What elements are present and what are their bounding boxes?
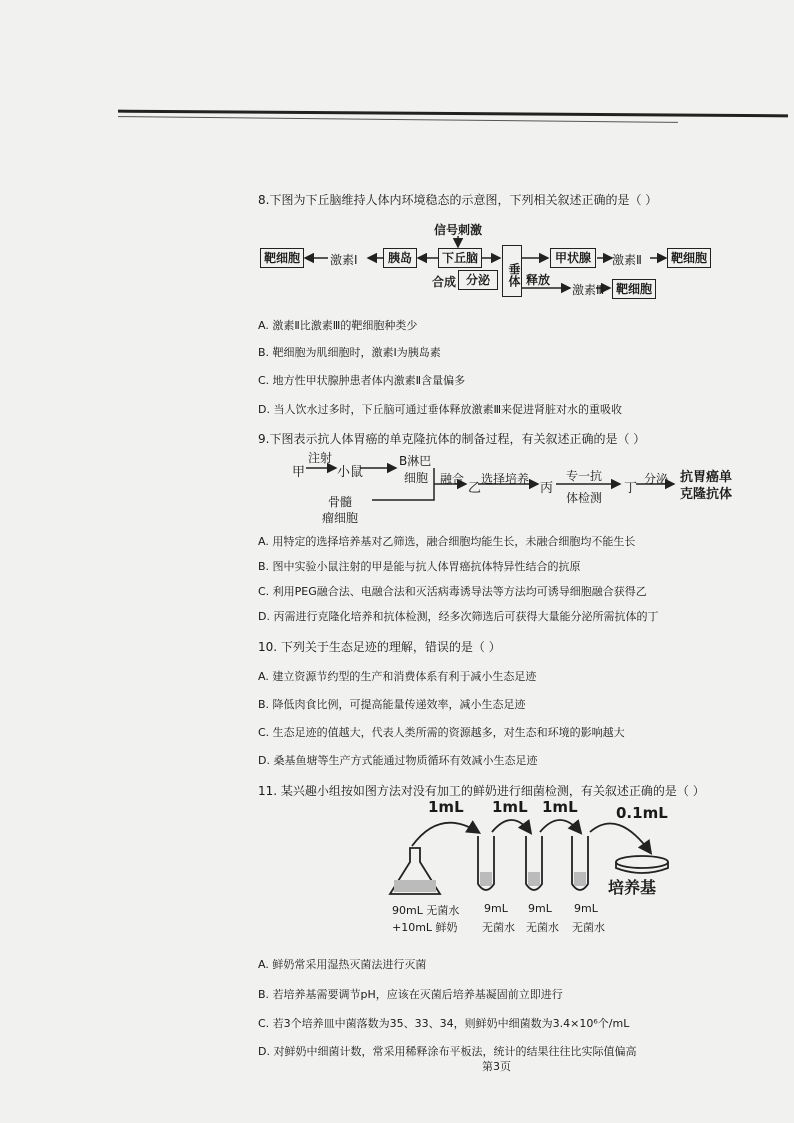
q10-option-c: C. 生态足迹的值越大，代表人类所需的资源越多，对生态和环境的影响越大 — [258, 726, 625, 739]
q8-target-box-2: 靶细胞 — [667, 248, 711, 268]
q11-volume-2: 1mL — [492, 798, 528, 816]
q11-volume-3: 1mL — [542, 798, 578, 816]
q11-tube2-water: 无菌水 — [526, 921, 559, 934]
q9-option-b: B. 图中实验小鼠注射的甲是能与抗人体胃癌抗体特异性结合的抗原 — [258, 560, 581, 573]
q9-bcell-2: 细胞 — [404, 471, 429, 485]
q8-hormone2-label: 激素Ⅱ — [612, 253, 642, 267]
q9-inject-label: 注射 — [308, 451, 333, 465]
q11-tube3-water: 无菌水 — [572, 921, 605, 934]
q11-tube2-volume: 9mL — [528, 902, 552, 915]
q8-target-box-3: 靶细胞 — [612, 279, 656, 299]
q8-option-c: C. 地方性甲状腺肿患者体内激素Ⅱ含量偏多 — [258, 374, 466, 387]
q11-tube1-volume: 9mL — [484, 902, 508, 915]
q9-yi: 乙 — [468, 481, 482, 496]
q11-medium-label: 培养基 — [608, 878, 657, 897]
q8-hormone3-label: 激素Ⅲ — [572, 283, 605, 297]
q10-stem: 10. 下列关于生态足迹的理解，错误的是（ ） — [258, 640, 501, 654]
q8-secretion-box: 分泌 — [458, 270, 498, 290]
q10-option-d: D. 桑基鱼塘等生产方式能通过物质循环有效减小生态足迹 — [258, 754, 538, 767]
q9-secrete-label: 分泌 — [644, 472, 669, 486]
q9-myeloma-2: 瘤细胞 — [322, 511, 359, 525]
q11-option-c: C. 若3个培养皿中菌落数为35、33、34，则鲜奶中细菌数为3.4×10⁶个/mL — [258, 1017, 630, 1030]
q8-thyroid-box: 甲状腺 — [550, 248, 596, 268]
q8-release-label: 释放 — [526, 273, 551, 287]
q11-tube1-water: 无菌水 — [482, 921, 515, 934]
q11-stem: 11. 某兴趣小组按如图方法对没有加工的鲜奶进行细菌检测，有关叙述正确的是（ ） — [258, 784, 705, 798]
q11-volume-1: 1mL — [428, 798, 464, 816]
q9-mouse: 小鼠 — [337, 465, 364, 480]
page-number: 第3页 — [482, 1060, 511, 1073]
q11-option-b: B. 若培养基需要调节pH，应该在灭菌后培养基凝固前立即进行 — [258, 988, 563, 1001]
q9-myeloma-1: 骨髓 — [328, 495, 353, 509]
q8-synthesis-label: 合成 — [432, 275, 457, 289]
q8-hormone1-label: 激素Ⅰ — [330, 253, 358, 267]
q8-signal-label: 信号刺激 — [434, 223, 483, 237]
q9-stem: 9.下图表示抗人体胃癌的单克隆抗体的制备过程，有关叙述正确的是（ ） — [258, 432, 646, 446]
q9-option-a: A. 用特定的选择培养基对乙筛选，融合细胞均能生长，未融合细胞均不能生长 — [258, 535, 636, 548]
q9-bcell-1: B淋巴 — [399, 454, 432, 468]
q11-option-d: D. 对鲜奶中细菌计数，常采用稀释涂布平板法，统计的结果往往比实际值偏高 — [258, 1045, 637, 1058]
q8-pituitary-box: 垂体 — [502, 245, 522, 297]
q9-fusion-label: 融合 — [440, 472, 465, 486]
q8-option-d: D. 当人饮水过多时，下丘脑可通过垂体释放激素Ⅲ来促进肾脏对水的重吸收 — [258, 403, 623, 416]
q9-option-d: D. 丙需进行克隆化培养和抗体检测，经多次筛选后可获得大量能分泌所需抗体的丁 — [258, 610, 659, 623]
q9-jia: 甲 — [292, 465, 306, 480]
q9-ding: 丁 — [624, 481, 638, 496]
q9-product-1: 抗胃癌单 — [680, 470, 733, 485]
q8-stem: 8.下图为下丘脑维持人体内环境稳态的示意图，下列相关叙述正确的是（ ） — [258, 193, 658, 207]
q10-option-b: B. 降低肉食比例，可提高能量传递效率，减小生态足迹 — [258, 698, 526, 711]
q8-option-a: A. 激素Ⅱ比激素Ⅲ的靶细胞种类少 — [258, 319, 418, 332]
q9-detect-2: 体检测 — [566, 491, 603, 505]
q11-option-a: A. 鲜奶常采用湿热灭菌法进行灭菌 — [258, 958, 427, 971]
q10-option-a: A. 建立资源节约型的生产和消费体系有利于减小生态足迹 — [258, 670, 537, 683]
q11-volume-4: 0.1mL — [616, 804, 668, 822]
q9-select-label: 选择培养 — [481, 472, 530, 486]
q11-tube3-volume: 9mL — [574, 902, 598, 915]
q8-option-b: B. 靶细胞为肌细胞时，激素Ⅰ为胰岛素 — [258, 346, 441, 359]
q8-pancreas-box: 胰岛 — [383, 248, 417, 268]
q9-detect-1: 专一抗 — [566, 469, 603, 483]
q8-target-box-1: 靶细胞 — [260, 248, 304, 268]
q8-hypothalamus-box: 下丘脑 — [438, 248, 482, 268]
q9-product-2: 克隆抗体 — [680, 487, 733, 502]
q11-flask-label-1: 90mL 无菌水 — [392, 904, 460, 917]
q9-bing: 丙 — [540, 481, 554, 496]
q11-flask-label-2: +10mL 鲜奶 — [392, 921, 458, 934]
q9-option-c: C. 利用PEG融合法、电融合法和灭活病毒诱导法等方法均可诱导细胞融合获得乙 — [258, 585, 647, 598]
